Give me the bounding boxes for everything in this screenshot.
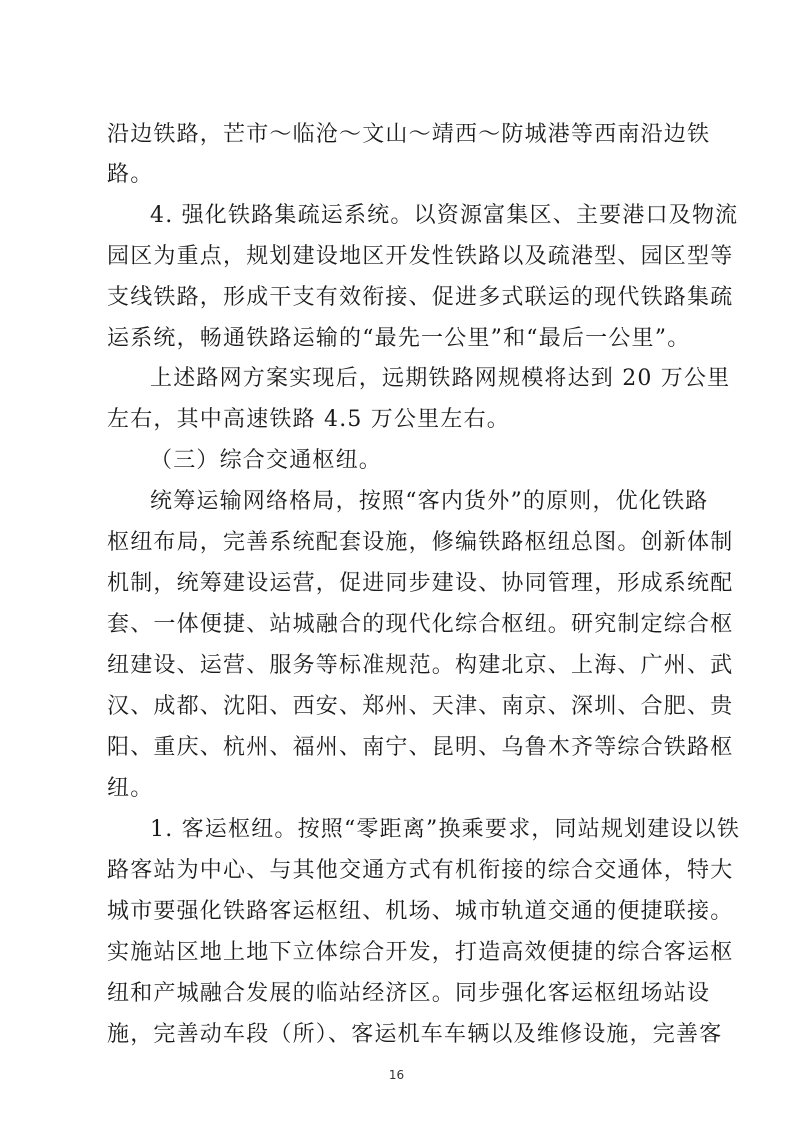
text-line: 汉、成都、沈阳、西安、郑州、天津、南京、深圳、合肥、贵	[107, 694, 734, 719]
text-line: 1. 客运枢纽。按照“零距离”换乘要求，同站规划建设以铁	[150, 817, 741, 842]
text-line: 纽建设、运营、服务等标准规范。构建北京、上海、广州、武	[107, 653, 734, 678]
text-line: 纽。	[107, 776, 154, 801]
text-line: 园区为重点，规划建设地区开发性铁路以及疏港型、园区型等	[107, 244, 734, 269]
text-line: 4. 强化铁路集疏运系统。以资源富集区、主要港口及物流	[150, 203, 739, 228]
text-line: 实施站区地上地下立体综合开发，打造高效便捷的综合客运枢	[107, 940, 734, 965]
text-line: 左右，其中高速铁路 4.5 万公里左右。	[107, 407, 510, 432]
text-line: 阳、重庆、杭州、福州、南宁、昆明、乌鲁木齐等综合铁路枢	[107, 735, 734, 760]
text-line: 沿边铁路，芒市～临沧～文山～靖西～防城港等西南沿边铁	[107, 122, 711, 147]
text-line: 上述路网方案实现后，远期铁路网规模将达到 20 万公里	[150, 366, 731, 391]
text-line: 纽和产城融合发展的临站经济区。同步强化客运枢纽场站设	[107, 981, 711, 1006]
text-line: 路客站为中心、与其他交通方式有机衔接的综合交通体，特大	[107, 858, 734, 883]
text-line: 枢纽布局，完善系统配套设施，修编铁路枢纽总图。创新体制	[107, 530, 734, 555]
text-line: 路。	[107, 162, 154, 187]
text-line: 机制，统筹建设运营，促进同步建设、协同管理，形成系统配	[107, 571, 734, 596]
text-line: 套、一体便捷、站城融合的现代化综合枢纽。研究制定综合枢	[107, 612, 734, 637]
page-number: 16	[388, 1068, 405, 1082]
text-line: 城市要强化铁路客运枢纽、机场、城市轨道交通的便捷联接。	[107, 899, 734, 924]
text-line: 施，完善动车段（所）、客运机车车辆以及维修设施，完善客	[107, 1022, 723, 1047]
text-line: 支线铁路，形成干支有效衔接、促进多式联运的现代铁路集疏	[107, 285, 734, 310]
section-heading: （三）综合交通枢纽。	[150, 448, 383, 473]
text-line: 统筹运输网络格局，按照“客内货外”的原则，优化铁路	[150, 489, 709, 514]
text-line: 运系统，畅通铁路运输的“最先一公里”和“最后一公里”。	[107, 326, 691, 351]
